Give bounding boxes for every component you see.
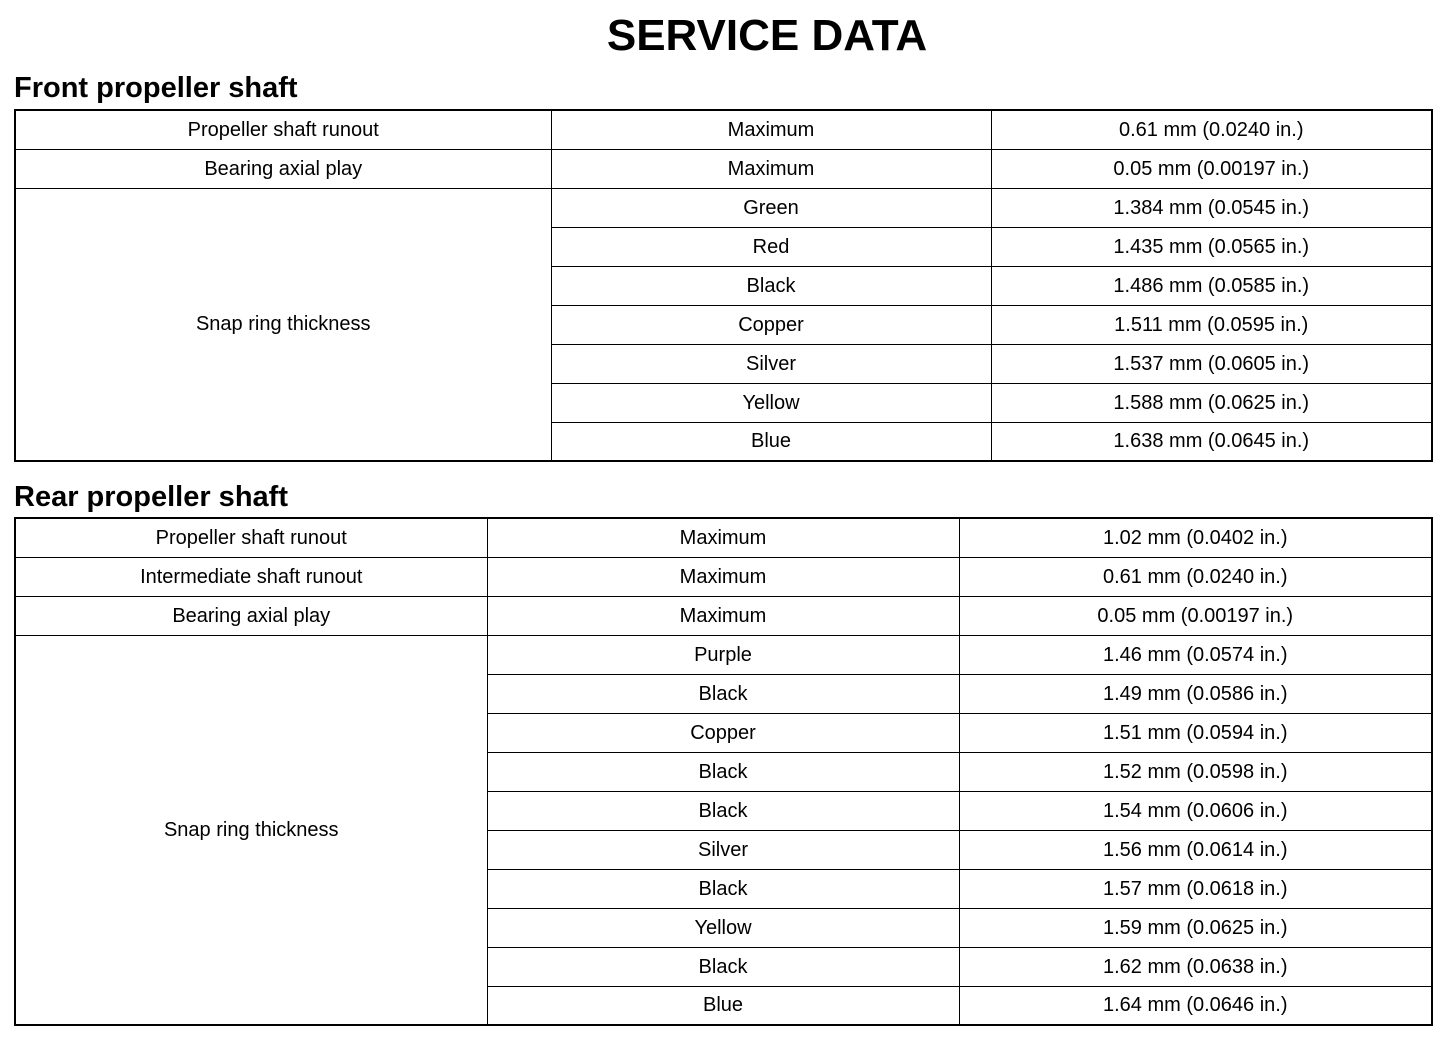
spec-cell: Maximum <box>487 557 959 596</box>
value-cell: 1.59 mm (0.0625 in.) <box>959 908 1432 947</box>
value-cell: 1.638 mm (0.0645 in.) <box>991 422 1432 461</box>
item-cell: Propeller shaft runout <box>15 110 551 149</box>
spec-cell: Maximum <box>487 596 959 635</box>
value-cell: 1.52 mm (0.0598 in.) <box>959 752 1432 791</box>
value-cell: 1.384 mm (0.0545 in.) <box>991 188 1432 227</box>
item-cell: Bearing axial play <box>15 149 551 188</box>
value-cell: 1.49 mm (0.0586 in.) <box>959 674 1432 713</box>
value-cell: 0.61 mm (0.0240 in.) <box>959 557 1432 596</box>
color-cell: Copper <box>551 305 991 344</box>
table-row <box>15 518 1432 557</box>
item-cell: Propeller shaft runout <box>15 518 487 557</box>
color-cell: Blue <box>551 422 991 461</box>
color-cell: Purple <box>487 635 959 674</box>
item-cell: Intermediate shaft runout <box>15 557 487 596</box>
value-cell: 1.56 mm (0.0614 in.) <box>959 830 1432 869</box>
table-row <box>15 596 1432 635</box>
front-section-heading: Front propeller shaft <box>14 72 298 104</box>
value-cell: 0.05 mm (0.00197 in.) <box>959 596 1432 635</box>
value-cell: 0.61 mm (0.0240 in.) <box>991 110 1432 149</box>
value-cell: 1.537 mm (0.0605 in.) <box>991 344 1432 383</box>
color-cell: Yellow <box>551 383 991 422</box>
color-cell: Green <box>551 188 991 227</box>
value-cell: 1.435 mm (0.0565 in.) <box>991 227 1432 266</box>
snap-ring-label-cell: Snap ring thickness <box>15 188 551 461</box>
table-row <box>15 557 1432 596</box>
value-cell: 1.54 mm (0.0606 in.) <box>959 791 1432 830</box>
value-cell: 1.51 mm (0.0594 in.) <box>959 713 1432 752</box>
value-cell: 0.05 mm (0.00197 in.) <box>991 149 1432 188</box>
color-cell: Red <box>551 227 991 266</box>
color-cell: Silver <box>551 344 991 383</box>
table-row <box>15 149 1432 188</box>
color-cell: Black <box>487 674 959 713</box>
value-cell: 1.02 mm (0.0402 in.) <box>959 518 1432 557</box>
value-cell: 1.62 mm (0.0638 in.) <box>959 947 1432 986</box>
value-cell: 1.511 mm (0.0595 in.) <box>991 305 1432 344</box>
rear-section-heading: Rear propeller shaft <box>14 481 288 513</box>
color-cell: Silver <box>487 830 959 869</box>
spec-cell: Maximum <box>551 149 991 188</box>
color-cell: Black <box>487 752 959 791</box>
spec-cell: Maximum <box>551 110 991 149</box>
table-row <box>15 635 1432 674</box>
color-cell: Black <box>487 869 959 908</box>
table-row <box>15 188 1432 227</box>
color-cell: Yellow <box>487 908 959 947</box>
color-cell: Black <box>551 266 991 305</box>
page-title: SERVICE DATA <box>606 11 928 60</box>
spec-cell: Maximum <box>487 518 959 557</box>
color-cell: Blue <box>487 986 959 1025</box>
value-cell: 1.64 mm (0.0646 in.) <box>959 986 1432 1025</box>
rear-spec-table <box>14 517 1433 1026</box>
item-cell: Bearing axial play <box>15 596 487 635</box>
front-spec-table <box>14 109 1433 462</box>
value-cell: 1.46 mm (0.0574 in.) <box>959 635 1432 674</box>
snap-ring-label-cell: Snap ring thickness <box>15 635 487 1025</box>
table-row <box>15 110 1432 149</box>
value-cell: 1.57 mm (0.0618 in.) <box>959 869 1432 908</box>
color-cell: Copper <box>487 713 959 752</box>
color-cell: Black <box>487 947 959 986</box>
color-cell: Black <box>487 791 959 830</box>
value-cell: 1.486 mm (0.0585 in.) <box>991 266 1432 305</box>
value-cell: 1.588 mm (0.0625 in.) <box>991 383 1432 422</box>
